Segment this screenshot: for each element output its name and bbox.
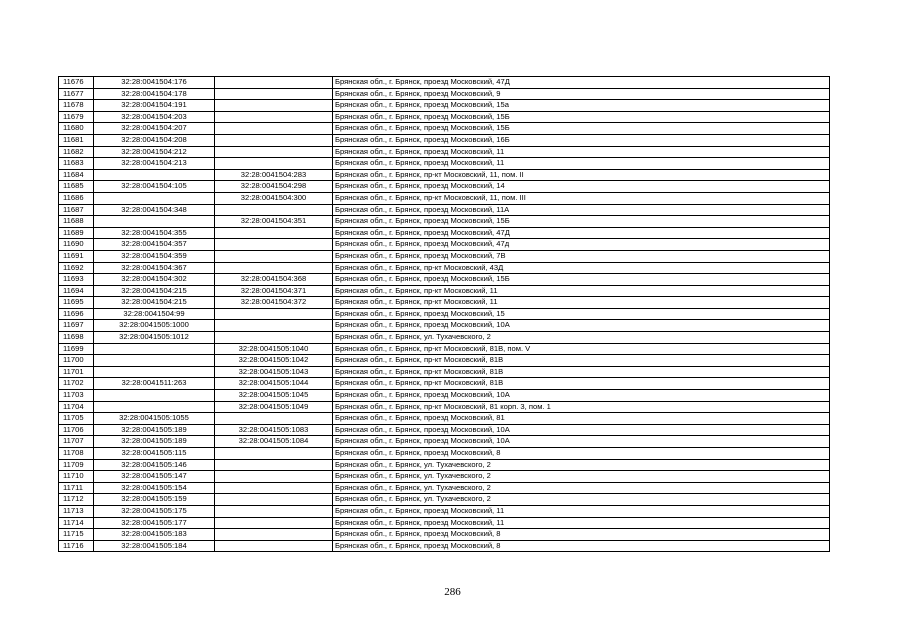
land-cadastral-number-cell: 32:28:0041504:215	[94, 297, 215, 309]
table-row	[59, 413, 830, 425]
building-cadastral-number-cell	[215, 250, 333, 262]
table-row	[59, 123, 830, 135]
row-number-cell: 11687	[59, 204, 94, 216]
address-cell: Брянская обл., г. Брянск, проезд Московский, 11	[333, 505, 830, 517]
land-cadastral-number-cell: 32:28:0041505:189	[94, 436, 215, 448]
address-cell: Брянская обл., г. Брянск, проезд Московский, 15Б	[333, 274, 830, 286]
building-cadastral-number-cell	[215, 158, 333, 170]
table-row	[59, 227, 830, 239]
row-number-cell: 11690	[59, 239, 94, 251]
land-cadastral-number-cell: 32:28:0041504:359	[94, 250, 215, 262]
row-number-cell: 11693	[59, 274, 94, 286]
address-cell: Брянская обл., г. Брянск, ул. Тухачевского, 2	[333, 482, 830, 494]
address-cell: Брянская обл., г. Брянск, проезд Московский, 15Б	[333, 111, 830, 123]
land-cadastral-number-cell: 32:28:0041504:176	[94, 77, 215, 89]
land-cadastral-number-cell: 32:28:0041504:357	[94, 239, 215, 251]
row-number-cell: 11694	[59, 285, 94, 297]
building-cadastral-number-cell	[215, 517, 333, 529]
table-row	[59, 250, 830, 262]
address-cell: Брянская обл., г. Брянск, проезд Московский, 15а	[333, 100, 830, 112]
building-cadastral-number-cell	[215, 111, 333, 123]
address-cell: Брянская обл., г. Брянск, проезд Московский, 7В	[333, 250, 830, 262]
building-cadastral-number-cell: 32:28:0041505:1045	[215, 390, 333, 402]
table-row	[59, 297, 830, 309]
table-row	[59, 158, 830, 170]
address-cell: Брянская обл., г. Брянск, проезд Московский, 10А	[333, 320, 830, 332]
building-cadastral-number-cell: 32:28:0041504:371	[215, 285, 333, 297]
row-number-cell: 11705	[59, 413, 94, 425]
address-cell: Брянская обл., г. Брянск, ул. Тухачевского, 2	[333, 494, 830, 506]
row-number-cell: 11710	[59, 471, 94, 483]
address-cell: Брянская обл., г. Брянск, проезд Московский, 10А	[333, 436, 830, 448]
row-number-cell: 11704	[59, 401, 94, 413]
address-cell: Брянская обл., г. Брянск, проезд Московский, 9	[333, 88, 830, 100]
building-cadastral-number-cell: 32:28:0041504:368	[215, 274, 333, 286]
address-cell: Брянская обл., г. Брянск, пр-кт Московский, 81 корп. 3, пом. 1	[333, 401, 830, 413]
table-row	[59, 285, 830, 297]
address-cell: Брянская обл., г. Брянск, проезд Московский, 15Б	[333, 216, 830, 228]
address-cell: Брянская обл., г. Брянск, проезд Московский, 8	[333, 448, 830, 460]
address-cell: Брянская обл., г. Брянск, проезд Московский, 8	[333, 540, 830, 552]
table-row	[59, 216, 830, 228]
table-row	[59, 448, 830, 460]
address-cell: Брянская обл., г. Брянск, пр-кт Московский, 11	[333, 285, 830, 297]
row-number-cell: 11695	[59, 297, 94, 309]
land-cadastral-number-cell: 32:28:0041505:154	[94, 482, 215, 494]
registry-table	[58, 76, 830, 552]
table-row	[59, 378, 830, 390]
land-cadastral-number-cell: 32:28:0041504:302	[94, 274, 215, 286]
row-number-cell: 11716	[59, 540, 94, 552]
building-cadastral-number-cell	[215, 239, 333, 251]
address-cell: Брянская обл., г. Брянск, проезд Московский, 15	[333, 308, 830, 320]
table-row	[59, 192, 830, 204]
address-cell: Брянская обл., г. Брянск, пр-кт Московский, 81В	[333, 378, 830, 390]
land-cadastral-number-cell: 32:28:0041505:175	[94, 505, 215, 517]
table-row	[59, 494, 830, 506]
address-cell: Брянская обл., г. Брянск, пр-кт Московский, 11	[333, 297, 830, 309]
table-row	[59, 517, 830, 529]
land-cadastral-number-cell: 32:28:0041505:1012	[94, 332, 215, 344]
row-number-cell: 11681	[59, 134, 94, 146]
address-cell: Брянская обл., г. Брянск, пр-кт Московский, 11, пом. II	[333, 169, 830, 181]
table-row	[59, 88, 830, 100]
building-cadastral-number-cell	[215, 494, 333, 506]
land-cadastral-number-cell: 32:28:0041504:213	[94, 158, 215, 170]
row-number-cell: 11701	[59, 366, 94, 378]
land-cadastral-number-cell: 32:28:0041504:208	[94, 134, 215, 146]
row-number-cell: 11680	[59, 123, 94, 135]
building-cadastral-number-cell: 32:28:0041505:1043	[215, 366, 333, 378]
address-cell: Брянская обл., г. Брянск, проезд Московский, 14	[333, 181, 830, 193]
building-cadastral-number-cell	[215, 88, 333, 100]
row-number-cell: 11715	[59, 529, 94, 541]
land-cadastral-number-cell: 32:28:0041505:184	[94, 540, 215, 552]
land-cadastral-number-cell: 32:28:0041504:191	[94, 100, 215, 112]
building-cadastral-number-cell	[215, 146, 333, 158]
row-number-cell: 11691	[59, 250, 94, 262]
land-cadastral-number-cell: 32:28:0041504:99	[94, 308, 215, 320]
land-cadastral-number-cell: 32:28:0041504:355	[94, 227, 215, 239]
building-cadastral-number-cell	[215, 123, 333, 135]
address-cell: Брянская обл., г. Брянск, пр-кт Московский, 81В	[333, 366, 830, 378]
land-cadastral-number-cell: 32:28:0041504:105	[94, 181, 215, 193]
land-cadastral-number-cell: 32:28:0041505:177	[94, 517, 215, 529]
building-cadastral-number-cell	[215, 320, 333, 332]
row-number-cell: 11713	[59, 505, 94, 517]
row-number-cell: 11685	[59, 181, 94, 193]
table-row	[59, 111, 830, 123]
building-cadastral-number-cell: 32:28:0041504:300	[215, 192, 333, 204]
row-number-cell: 11677	[59, 88, 94, 100]
table-row	[59, 204, 830, 216]
table-row	[59, 390, 830, 402]
row-number-cell: 11683	[59, 158, 94, 170]
table-row	[59, 239, 830, 251]
land-cadastral-number-cell	[94, 401, 215, 413]
row-number-cell: 11708	[59, 448, 94, 460]
registry-table-body	[59, 77, 830, 552]
row-number-cell: 11688	[59, 216, 94, 228]
building-cadastral-number-cell	[215, 100, 333, 112]
building-cadastral-number-cell	[215, 505, 333, 517]
row-number-cell: 11714	[59, 517, 94, 529]
address-cell: Брянская обл., г. Брянск, проезд Московский, 10А	[333, 424, 830, 436]
land-cadastral-number-cell	[94, 355, 215, 367]
building-cadastral-number-cell	[215, 448, 333, 460]
land-cadastral-number-cell: 32:28:0041505:147	[94, 471, 215, 483]
building-cadastral-number-cell: 32:28:0041505:1083	[215, 424, 333, 436]
address-cell: Брянская обл., г. Брянск, проезд Московский, 47Д	[333, 77, 830, 89]
address-cell: Брянская обл., г. Брянск, проезд Московский, 81	[333, 413, 830, 425]
row-number-cell: 11686	[59, 192, 94, 204]
land-cadastral-number-cell: 32:28:0041505:159	[94, 494, 215, 506]
address-cell: Брянская обл., г. Брянск, проезд Московский, 11А	[333, 204, 830, 216]
table-row	[59, 169, 830, 181]
building-cadastral-number-cell: 32:28:0041505:1049	[215, 401, 333, 413]
building-cadastral-number-cell: 32:28:0041504:351	[215, 216, 333, 228]
address-cell: Брянская обл., г. Брянск, ул. Тухачевского, 2	[333, 332, 830, 344]
land-cadastral-number-cell: 32:28:0041504:212	[94, 146, 215, 158]
land-cadastral-number-cell	[94, 366, 215, 378]
table-row	[59, 181, 830, 193]
table-row	[59, 134, 830, 146]
row-number-cell: 11707	[59, 436, 94, 448]
row-number-cell: 11703	[59, 390, 94, 402]
row-number-cell: 11682	[59, 146, 94, 158]
building-cadastral-number-cell	[215, 204, 333, 216]
land-cadastral-number-cell	[94, 192, 215, 204]
building-cadastral-number-cell	[215, 482, 333, 494]
table-row	[59, 424, 830, 436]
row-number-cell: 11712	[59, 494, 94, 506]
table-row	[59, 459, 830, 471]
land-cadastral-number-cell: 32:28:0041504:367	[94, 262, 215, 274]
row-number-cell: 11702	[59, 378, 94, 390]
land-cadastral-number-cell: 32:28:0041504:348	[94, 204, 215, 216]
building-cadastral-number-cell	[215, 308, 333, 320]
building-cadastral-number-cell: 32:28:0041505:1044	[215, 378, 333, 390]
land-cadastral-number-cell: 32:28:0041505:1000	[94, 320, 215, 332]
building-cadastral-number-cell: 32:28:0041505:1084	[215, 436, 333, 448]
table-row	[59, 308, 830, 320]
land-cadastral-number-cell: 32:28:0041505:1055	[94, 413, 215, 425]
land-cadastral-number-cell: 32:28:0041504:215	[94, 285, 215, 297]
row-number-cell: 11678	[59, 100, 94, 112]
row-number-cell: 11679	[59, 111, 94, 123]
building-cadastral-number-cell: 32:28:0041504:372	[215, 297, 333, 309]
land-cadastral-number-cell: 32:28:0041505:115	[94, 448, 215, 460]
address-cell: Брянская обл., г. Брянск, проезд Московский, 11	[333, 517, 830, 529]
address-cell: Брянская обл., г. Брянск, пр-кт Московский, 43Д	[333, 262, 830, 274]
row-number-cell: 11699	[59, 343, 94, 355]
building-cadastral-number-cell	[215, 262, 333, 274]
table-row	[59, 505, 830, 517]
land-cadastral-number-cell: 32:28:0041504:178	[94, 88, 215, 100]
table-row	[59, 529, 830, 541]
building-cadastral-number-cell: 32:28:0041504:298	[215, 181, 333, 193]
table-row	[59, 146, 830, 158]
table-row	[59, 366, 830, 378]
row-number-cell: 11697	[59, 320, 94, 332]
land-cadastral-number-cell	[94, 169, 215, 181]
building-cadastral-number-cell	[215, 332, 333, 344]
table-row	[59, 471, 830, 483]
row-number-cell: 11676	[59, 77, 94, 89]
table-row	[59, 355, 830, 367]
land-cadastral-number-cell: 32:28:0041511:263	[94, 378, 215, 390]
address-cell: Брянская обл., г. Брянск, ул. Тухачевского, 2	[333, 471, 830, 483]
row-number-cell: 11684	[59, 169, 94, 181]
row-number-cell: 11689	[59, 227, 94, 239]
building-cadastral-number-cell	[215, 471, 333, 483]
address-cell: Брянская обл., г. Брянск, проезд Московский, 11	[333, 158, 830, 170]
building-cadastral-number-cell: 32:28:0041505:1042	[215, 355, 333, 367]
table-row	[59, 262, 830, 274]
address-cell: Брянская обл., г. Брянск, проезд Московский, 15Б	[333, 123, 830, 135]
building-cadastral-number-cell: 32:28:0041504:283	[215, 169, 333, 181]
address-cell: Брянская обл., г. Брянск, проезд Московский, 8	[333, 529, 830, 541]
address-cell: Брянская обл., г. Брянск, проезд Московский, 16Б	[333, 134, 830, 146]
land-cadastral-number-cell: 32:28:0041504:207	[94, 123, 215, 135]
building-cadastral-number-cell	[215, 227, 333, 239]
address-cell: Брянская обл., г. Брянск, пр-кт Московский, 81В	[333, 355, 830, 367]
table-row	[59, 482, 830, 494]
table-row	[59, 274, 830, 286]
row-number-cell: 11706	[59, 424, 94, 436]
row-number-cell: 11711	[59, 482, 94, 494]
land-cadastral-number-cell: 32:28:0041504:203	[94, 111, 215, 123]
row-number-cell: 11692	[59, 262, 94, 274]
table-row	[59, 436, 830, 448]
address-cell: Брянская обл., г. Брянск, ул. Тухачевского, 2	[333, 459, 830, 471]
row-number-cell: 11698	[59, 332, 94, 344]
address-cell: Брянская обл., г. Брянск, проезд Московский, 47Д	[333, 227, 830, 239]
row-number-cell: 11709	[59, 459, 94, 471]
table-row	[59, 77, 830, 89]
address-cell: Брянская обл., г. Брянск, проезд Московский, 11	[333, 146, 830, 158]
row-number-cell: 11700	[59, 355, 94, 367]
land-cadastral-number-cell	[94, 343, 215, 355]
land-cadastral-number-cell	[94, 216, 215, 228]
land-cadastral-number-cell	[94, 390, 215, 402]
table-row	[59, 320, 830, 332]
land-cadastral-number-cell: 32:28:0041505:189	[94, 424, 215, 436]
address-cell: Брянская обл., г. Брянск, пр-кт Московский, 81В, пом. V	[333, 343, 830, 355]
land-cadastral-number-cell: 32:28:0041505:146	[94, 459, 215, 471]
table-row	[59, 401, 830, 413]
table-row	[59, 540, 830, 552]
address-cell: Брянская обл., г. Брянск, пр-кт Московский, 11, пом. III	[333, 192, 830, 204]
table-row	[59, 332, 830, 344]
building-cadastral-number-cell	[215, 77, 333, 89]
page-number: 286	[444, 586, 461, 598]
table-row	[59, 100, 830, 112]
row-number-cell: 11696	[59, 308, 94, 320]
address-cell: Брянская обл., г. Брянск, проезд Московский, 10А	[333, 390, 830, 402]
building-cadastral-number-cell	[215, 134, 333, 146]
land-cadastral-number-cell: 32:28:0041505:183	[94, 529, 215, 541]
building-cadastral-number-cell	[215, 540, 333, 552]
building-cadastral-number-cell: 32:28:0041505:1040	[215, 343, 333, 355]
address-cell: Брянская обл., г. Брянск, проезд Московский, 47д	[333, 239, 830, 251]
table-row	[59, 343, 830, 355]
building-cadastral-number-cell	[215, 459, 333, 471]
building-cadastral-number-cell	[215, 413, 333, 425]
building-cadastral-number-cell	[215, 529, 333, 541]
